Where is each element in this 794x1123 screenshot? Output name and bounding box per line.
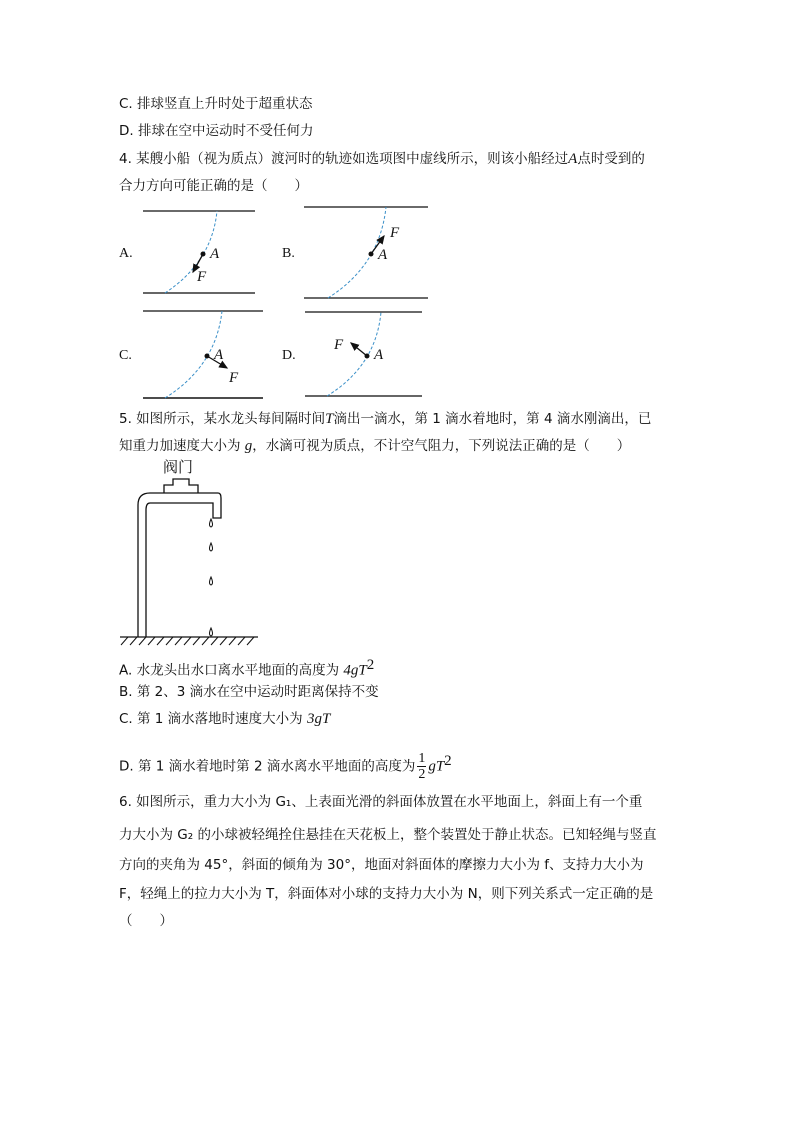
q6-line2: 力大小为 G₂ 的小球被轻绳拴住悬挂在天花板上，整个装置处于静止状态。已知轻绳与竖直 [119,827,657,843]
force-f-label: F [229,370,239,386]
denominator: 2 [418,767,426,782]
point-a-label: A [374,347,384,363]
point-a-label: A [214,347,224,363]
water-drop-1 [210,628,213,636]
q4-option-c-label: C. [119,348,132,363]
point-a-label: A [378,247,388,263]
q4-option-a-label: A. [119,246,133,261]
option-text: D. 第 1 滴水着地时第 2 滴水离水平地面的高度为 [119,758,416,775]
q5-option-d [119,751,452,782]
q5-option-b: B. 第 2、3 滴水在空中运动时距离保持不变 [119,684,379,700]
q4-option-b-label: B. [282,246,295,261]
option-text: C. 第 1 滴水落地时速度大小为 [119,711,303,727]
force-f-label: F [197,269,207,285]
q3-option-d: D. 排球在空中运动时不受任何力 [119,123,314,139]
q5-stem-part: 知重力加速度大小为 [119,438,241,454]
superscript: 2 [444,753,452,769]
option-math: gT [428,758,445,775]
q5-stem-part: ，水滴可视为质点，不计空气阻力，下列说法正确的是（ ） [252,438,631,454]
option-math: 4gT [343,662,367,679]
q4-stem-var: A [568,151,578,167]
q4-stem-part: 4. 某艘小船（视为质点）渡河时的轨迹如选项图中虚线所示，则该小船经过 [119,151,569,167]
q5-option-a [119,656,374,680]
q6-line1: 6. 如图所示，重力大小为 G₁、上表面光滑的斜面体放置在水平地面上，斜面上有一个重 [119,794,643,810]
q3-option-c: C. 排球竖直上升时处于超重状态 [119,96,313,112]
q6-line5: （ ） [119,913,173,929]
q6-line4: F，轻绳上的拉力大小为 T，斜面体对小球的支持力大小为 N，则下列关系式一定正确的是 [119,886,654,902]
q4-stem-part: 点时受到的 [577,151,645,167]
q6-line3: 方向的夹角为 45°，斜面的倾角为 30°，地面对斜面体的摩擦力大小为 f、支持力大小为 [119,857,644,873]
q4-stem-line2: 合力方向可能正确的是（ ） [119,178,308,194]
point-a-label: A [210,246,220,262]
water-drop-3 [210,543,213,551]
water-drop-2 [210,577,213,585]
q5-stem-part: 5. 如图所示，某水龙头每间隔时间 [119,411,326,427]
var-g: g [244,438,253,454]
option-text: A. 水龙头出水口离水平地面的高度为 [119,662,340,679]
force-f-label: F [334,337,344,353]
fraction [417,751,426,782]
force-f-label: F [390,225,400,241]
water-drop-4 [210,519,213,527]
q5-option-c [119,710,330,728]
var-t: T [325,411,334,427]
option-math: 3gT [306,711,331,727]
valve-label: 阀门 [163,458,194,476]
q4-option-d-label: D. [282,348,296,363]
numerator: 1 [418,751,426,766]
superscript: 2 [366,657,375,673]
q5-stem-part: 滴出一滴水，第 1 滴水着地时，第 4 滴水刚滴出，已 [333,411,652,427]
